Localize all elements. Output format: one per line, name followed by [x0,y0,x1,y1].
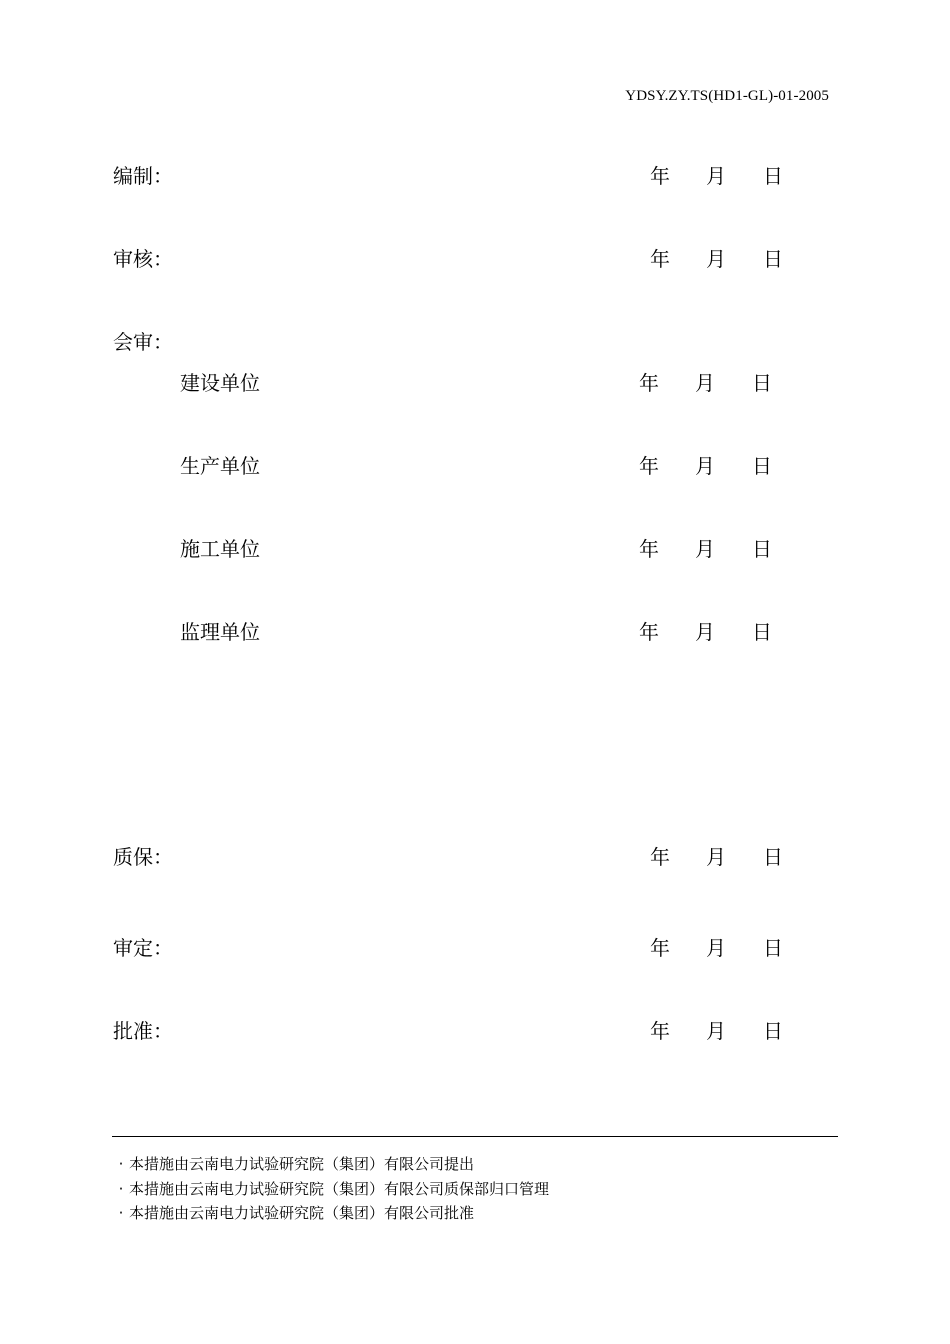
joint-review-unit-label: 监理单位 [180,620,260,644]
date-day-label: 日 [752,371,772,395]
signature-label-quality: 质保： [113,845,173,869]
joint-review-row-supervision [0,617,950,647]
date-month-label: 月 [695,371,715,395]
footer-note-text: 本措施由云南电力试验研究院（集团）有限公司批准 [129,1204,475,1222]
date-month-label: 月 [706,247,726,271]
bullet-icon: · [118,1204,124,1222]
signature-row-ratify [0,1016,950,1046]
date-year-label: 年 [650,936,670,960]
date-year-label: 年 [639,371,659,395]
date-year-label: 年 [650,164,670,188]
date-year-label: 年 [650,247,670,271]
joint-review-row-production [0,451,950,481]
document-code: YDSY.ZY.TS(HD1-GL)-01-2005 [625,88,829,104]
bullet-icon: · [118,1155,124,1173]
date-month-label: 月 [695,620,715,644]
date-day-label: 日 [752,537,772,561]
footer-divider [112,1136,838,1137]
footer-note [113,1201,549,1226]
joint-review-unit-label: 施工单位 [180,537,260,561]
joint-review-unit-label: 建设单位 [180,371,260,395]
footer-note [113,1152,549,1177]
date-day-label: 日 [752,454,772,478]
signature-label-ratify: 批准： [113,1019,173,1043]
date-year-label: 年 [650,1019,670,1043]
date-day-label: 日 [763,1019,783,1043]
footer-note-text: 本措施由云南电力试验研究院（集团）有限公司提出 [129,1155,475,1173]
date-day-label: 日 [763,936,783,960]
footer-note-text: 本措施由云南电力试验研究院（集团）有限公司质保部归口管理 [129,1179,550,1198]
date-year-label: 年 [639,537,659,561]
signature-label-review: 审核： [113,247,173,271]
date-month-label: 月 [706,845,726,869]
signature-row-review [0,244,950,274]
date-month-label: 月 [706,164,726,188]
date-month-label: 月 [706,1019,726,1043]
date-year-label: 年 [639,620,659,644]
date-day-label: 日 [763,247,783,271]
signature-row-approve-final [0,933,950,963]
signature-label-joint-review: 会审： [113,330,173,354]
footer-notes [113,1152,549,1226]
date-year-label: 年 [639,454,659,478]
date-day-label: 日 [752,620,772,644]
joint-review-row-contractor [0,534,950,564]
joint-review-unit-label: 生产单位 [180,454,260,478]
signature-row-quality [0,842,950,872]
signature-row-compile [0,161,950,191]
date-month-label: 月 [695,537,715,561]
date-day-label: 日 [763,164,783,188]
date-day-label: 日 [763,845,783,869]
date-month-label: 月 [695,454,715,478]
bullet-icon: · [118,1179,124,1198]
date-year-label: 年 [650,845,670,869]
signature-label-compile: 编制： [113,164,173,188]
joint-review-row-construction [0,368,950,398]
date-month-label: 月 [706,936,726,960]
signature-label-approve-final: 审定： [113,936,173,960]
footer-note [113,1177,549,1202]
